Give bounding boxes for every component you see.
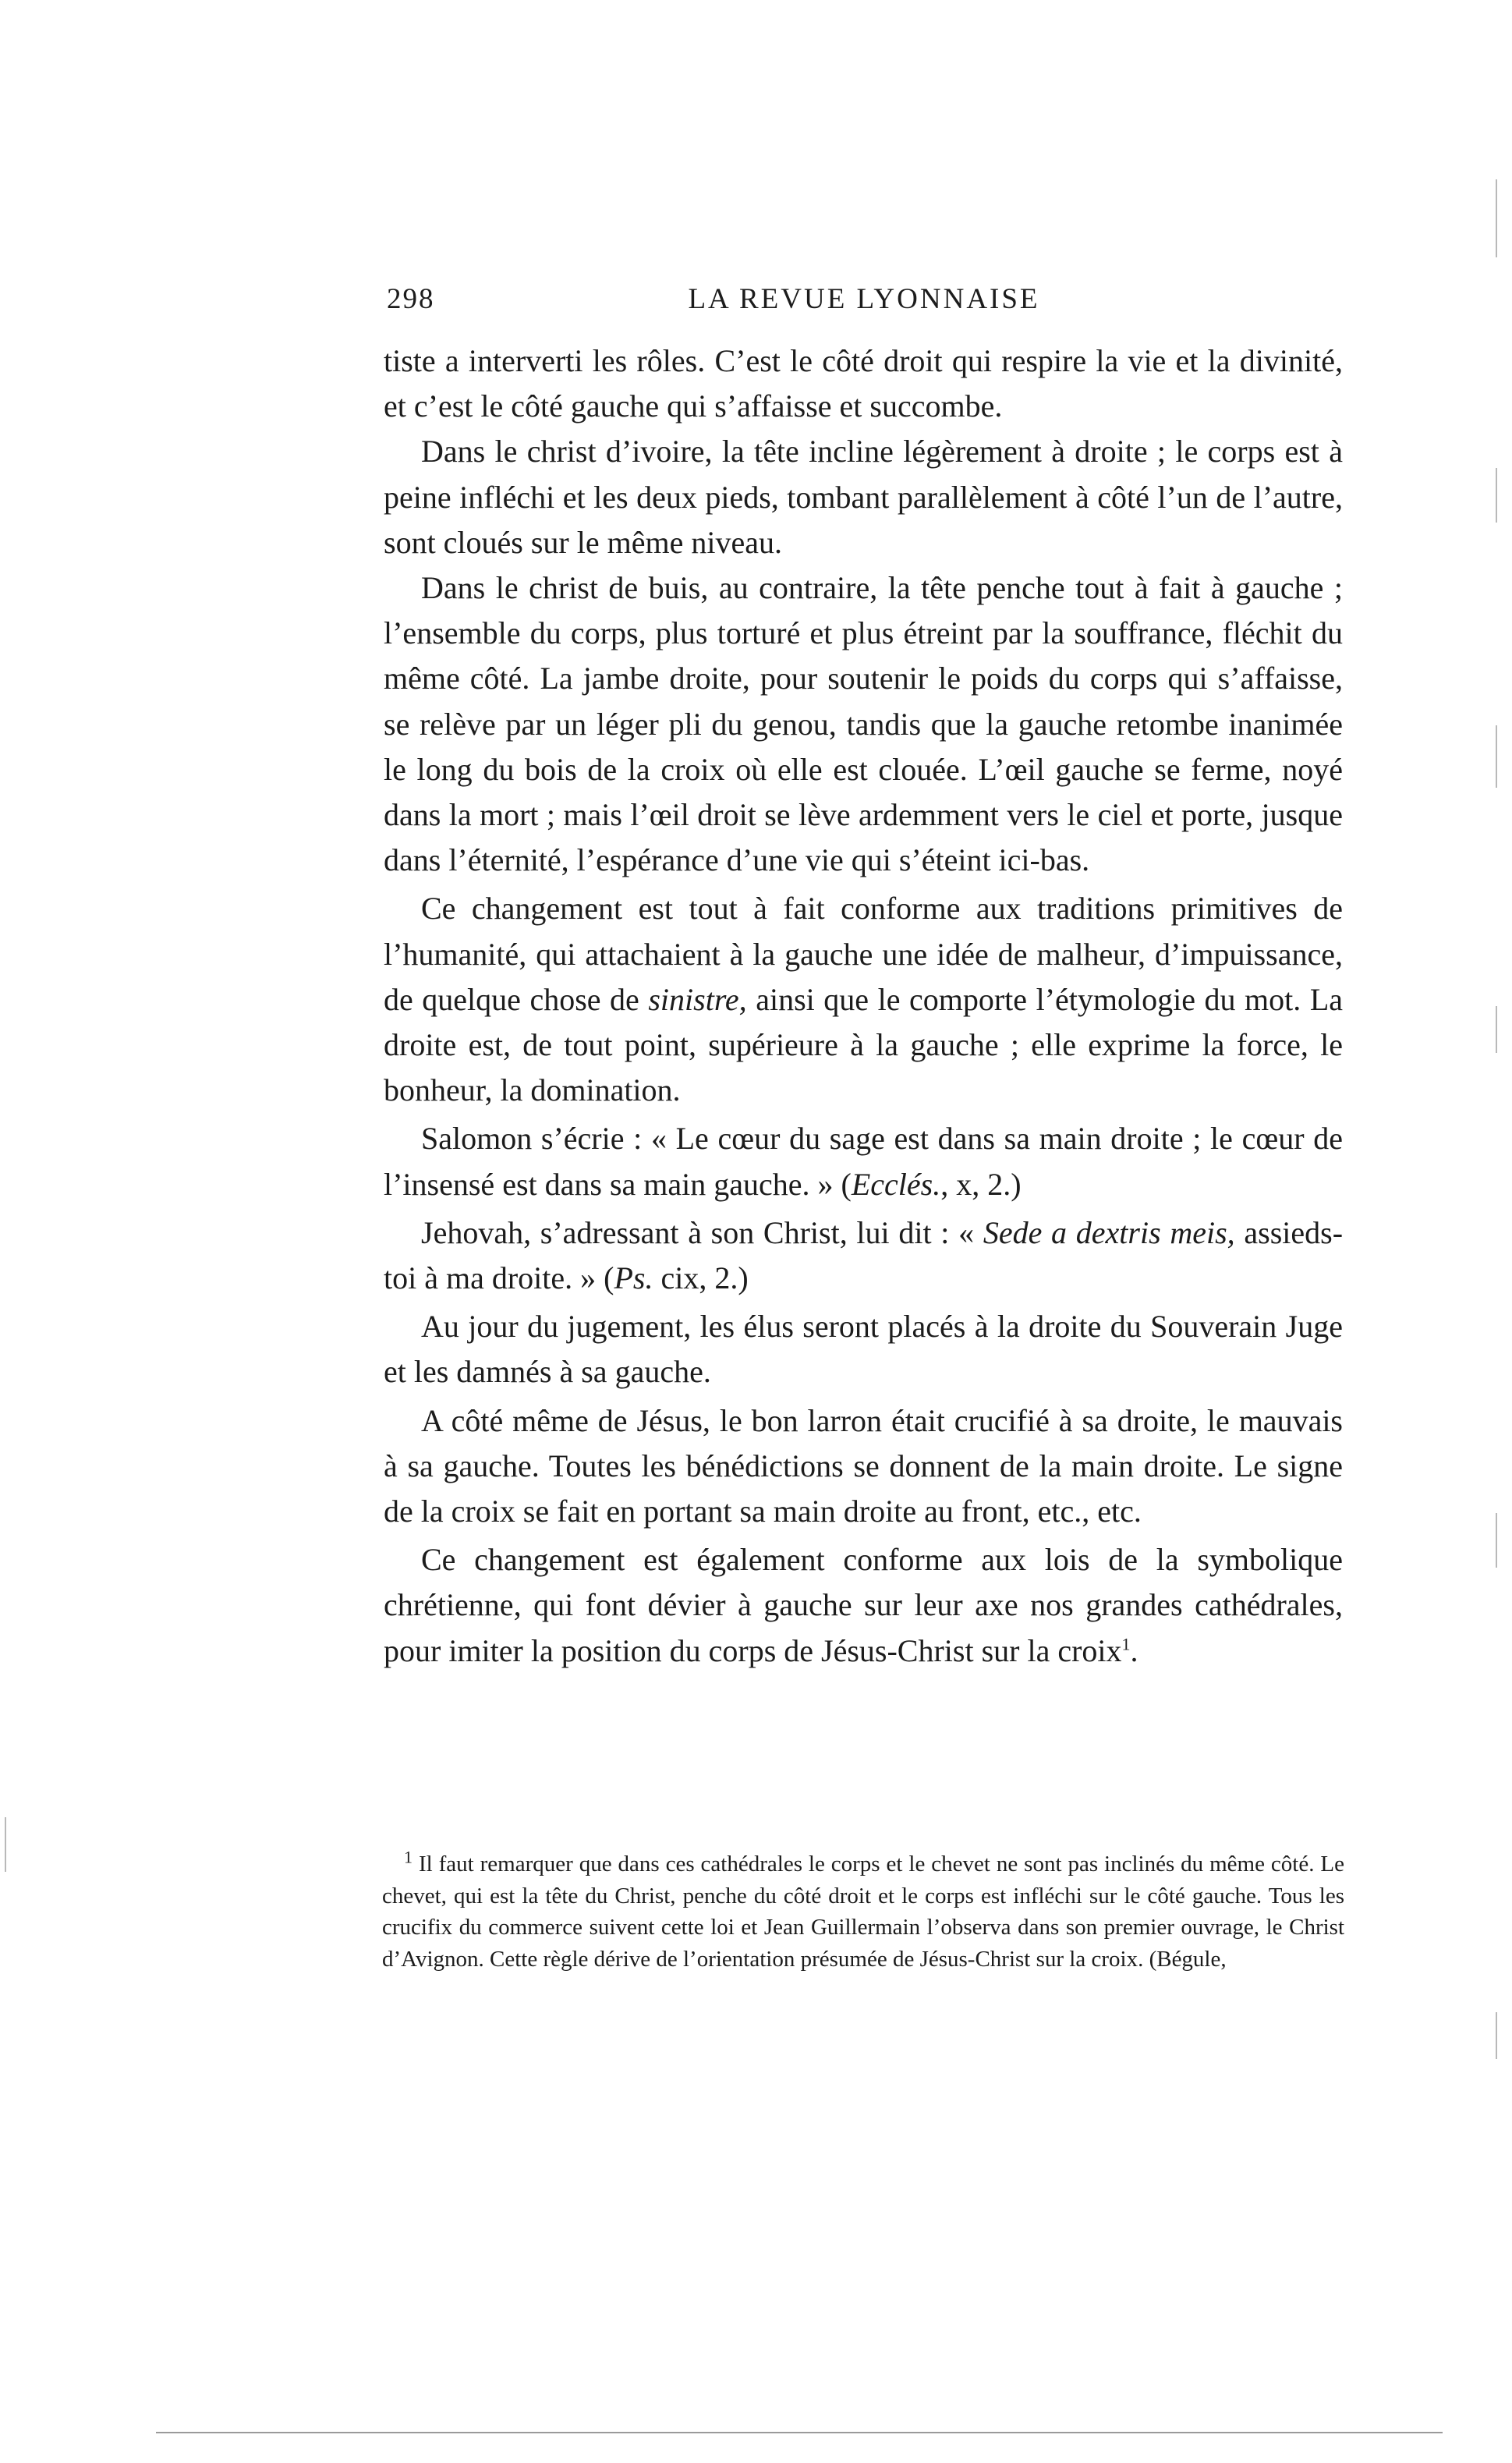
latin-quote: Sede a dextris meis, bbox=[983, 1214, 1235, 1250]
text-run: Jehovah, s’adressant à son Christ, lui dit : « bbox=[421, 1214, 983, 1250]
citation-italic: Ps. bbox=[614, 1260, 653, 1296]
paragraph bbox=[384, 1537, 1343, 1674]
text-run: , x, 2.) bbox=[940, 1166, 1022, 1202]
text-run: . bbox=[1130, 1632, 1138, 1668]
paragraph: tiste a interverti les rôles. C’est le côté droit qui respire la vie et la divinité, et c’est le côté gauche qui s’affaisse et succombe. bbox=[384, 343, 1343, 424]
page-header bbox=[387, 282, 1341, 326]
paragraph bbox=[384, 1210, 1343, 1301]
page-number: 298 bbox=[387, 283, 435, 315]
scan-artifact bbox=[1496, 179, 1497, 257]
footnote bbox=[382, 1848, 1344, 1975]
scan-artifact bbox=[1496, 725, 1497, 788]
scan-artifact bbox=[1496, 468, 1497, 523]
footnote-text bbox=[382, 1848, 1344, 1975]
paragraph bbox=[384, 1116, 1343, 1207]
paragraph: A côté même de Jésus, le bon larron était crucifié à sa droite, le mauvais à sa gauche. Toutes les bénédictions se donnent de la main droite. Le signe de la croix se fait en portant sa main droite au front, etc., etc. bbox=[384, 1402, 1343, 1529]
footnote-marker: 1 bbox=[404, 1847, 413, 1867]
scan-artifact bbox=[5, 1817, 6, 1872]
italic-word: sinistre, bbox=[648, 981, 747, 1017]
paragraph: Dans le christ d’ivoire, la tête incline légèrement à droite ; le corps est à peine infléchi et les deux pieds, tombant parallèlement à côté l’un de l’autre, sont cloués sur le même niveau. bbox=[384, 434, 1343, 560]
scan-edge-line bbox=[156, 2432, 1443, 2433]
scan-artifact bbox=[1496, 1006, 1497, 1053]
text-run: Ce changement est également conforme aux lois de la symbolique chrétienne, qui font dévier à gauche sur leur axe nos grandes cathédrales, pour imiter la position du corps de Jésus-Christ sur la croix bbox=[384, 1542, 1343, 1668]
text-run: Salomon s’écrie : « Le cœur du sage est dans sa main droite ; le cœur de l’insensé est dans sa main gauche. » ( bbox=[384, 1121, 1343, 1202]
scan-artifact bbox=[1496, 2012, 1497, 2059]
text-run: cix, 2.) bbox=[653, 1260, 749, 1296]
text-run: Ce changement est tout à fait conforme aux traditions primitives de l’humanité, qui attachaient à la gauche une idée de malheur, d’impuissance, de quelque chose de bbox=[384, 891, 1343, 1017]
scan-artifact bbox=[1496, 1513, 1497, 1568]
main-text bbox=[384, 338, 1343, 1674]
running-title: LA REVUE LYONNAISE bbox=[688, 283, 1040, 315]
paragraph: Au jour du jugement, les élus seront placés à la droite du Souverain Juge et les damnés à sa gauche. bbox=[384, 1309, 1343, 1390]
footnote-body: Il faut remarquer que dans ces cathédrales le corps et le chevet ne sont pas inclinés du même côté. Le chevet, qui est la tête du Christ, penche du côté droit et le corps est infléchi sur le côté gauche. Tous les crucifix du commerce suivent cette loi et Jean Guillermain l’observa dans son premier ouvrage, le Christ d’Avignon. Cette règle dérive de l’orientation présumée de Jésus-Christ sur la croix. (Bégule, bbox=[382, 1852, 1344, 1972]
text-run: assieds-toi à ma droite. » ( bbox=[384, 1214, 1344, 1296]
text-run: ainsi que le comporte l’étymologie du mot. La droite est, de tout point, supérieure à la gauche ; elle exprime la force, le bonheur, la domination. bbox=[384, 981, 1344, 1108]
footnote-reference[interactable]: 1 bbox=[1121, 1634, 1131, 1654]
citation-italic: Ecclés. bbox=[851, 1166, 941, 1202]
paragraph: Dans le christ de buis, au contraire, la tête penche tout à fait à gauche ; l’ensemble du corps, plus torturé et plus étreint par la souffrance, fléchit du même côté. La jambe droite, pour soutenir le poids du corps qui s’affaisse, se relève par un léger pli du genou, tandis que la gauche retombe inanimée le long du bois de la croix où elle est clouée. L’œil gauche se ferme, noyé dans la mort ; mais l’œil droit se lève ardemment vers le ciel et porte, jusque dans l’éternité, l’espérance d’une vie qui s’éteint ici-bas. bbox=[384, 570, 1343, 878]
paragraph bbox=[384, 886, 1343, 1113]
